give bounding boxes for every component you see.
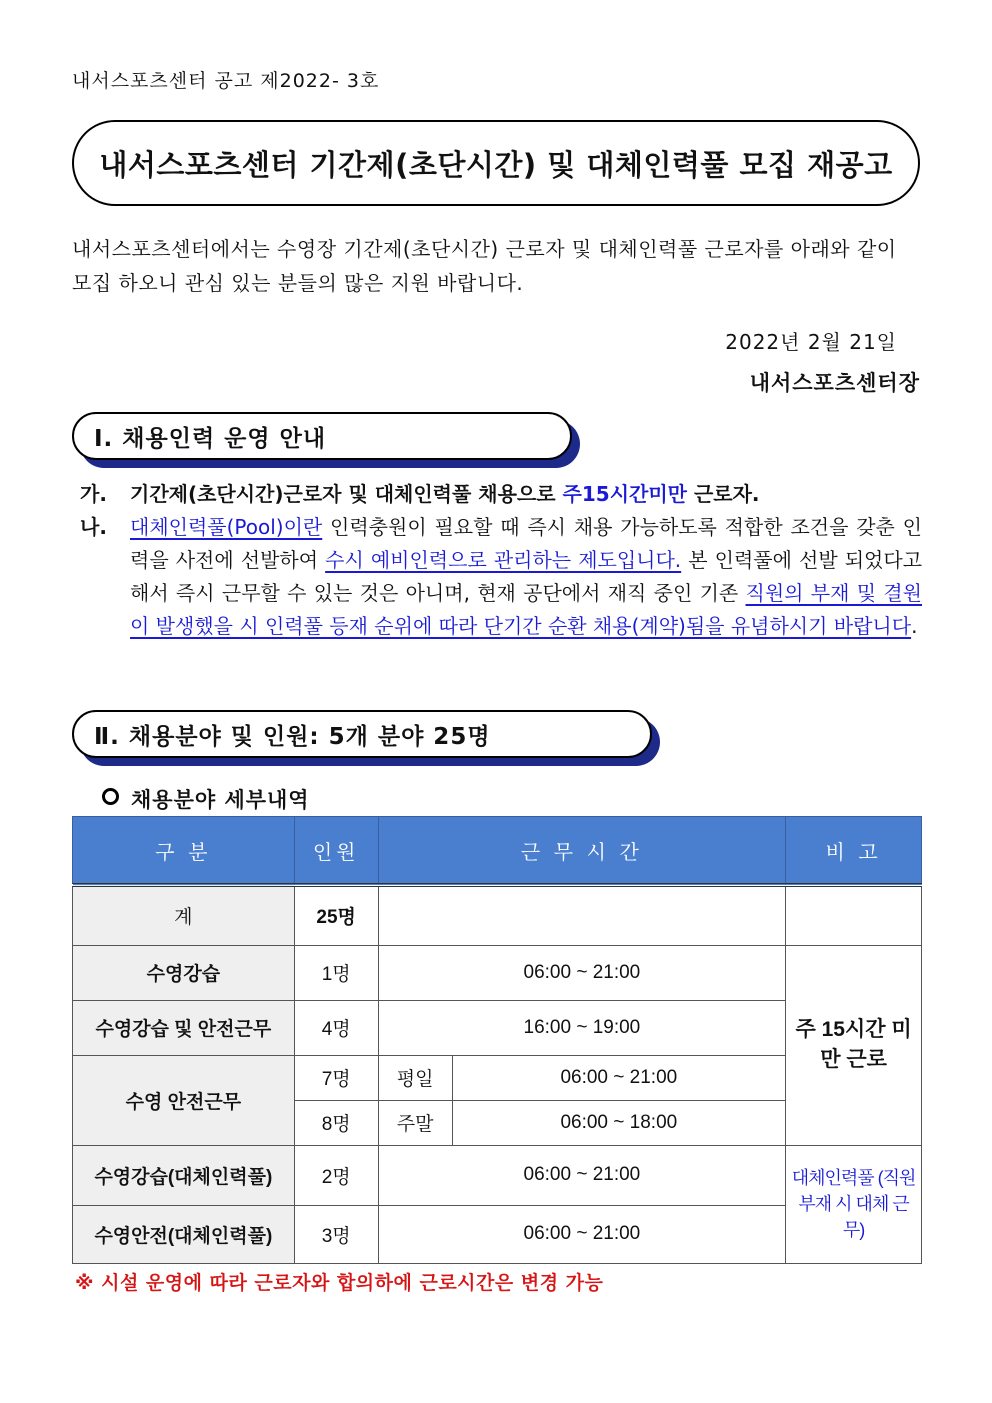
pool-time: 06:00 ~ 21:00 [378,1205,786,1263]
header-remark: 비 고 [786,817,922,886]
pool-category: 수영안전(대체인력풀) [73,1205,295,1263]
item-ga [80,478,922,511]
total-count: 25명 [294,885,378,945]
weekday-count: 7명 [294,1055,378,1100]
weekday-label: 평일 [378,1055,452,1100]
subheading-text: 채용분야 세부내역 [131,788,310,812]
header-count: 인원 [294,817,378,886]
row-category: 수영강습 및 안전근무 [73,1000,295,1055]
header-category: 구 분 [73,817,295,886]
weekend-time: 06:00 ~ 18:00 [452,1100,786,1145]
section1-items [80,478,922,643]
notice-date: 2022년 2월 21일 [725,330,897,354]
item-na-text1: 인력충원이 필요할 때 즉시 채용 가능하도록 적합한 조건을 갖춘 인력을 사전에 선발하여 [130,515,922,572]
item-na-text3: . [911,614,918,638]
signer: 내서스포츠센터장 [749,371,920,395]
pool-count: 2명 [294,1145,378,1205]
table-row [73,945,922,1000]
pool-time: 06:00 ~ 21:00 [378,1145,786,1205]
pool-category: 수영강습(대체인력풀) [73,1145,295,1205]
row-time: 16:00 ~ 19:00 [378,1000,786,1055]
table-row [73,885,922,945]
total-hours [378,885,786,945]
item-ga-text1: 기간제(초단시간)근로자 및 대체인력풀 채용으로 [130,482,563,506]
item-na-highlight1: 대체인력풀(Pool)이란 [130,515,323,539]
item-na-marker: 나. [80,515,107,539]
circle-bullet-icon [102,788,119,805]
remark-pool: 대체인력풀 (직원부재 시 대체 근무) [786,1145,922,1263]
row-time: 06:00 ~ 21:00 [378,945,786,1000]
intro-paragraph: 내서스포츠센터에서는 수영장 기간제(초단시간) 근로자 및 대체인력풀 근로자를 아래와 같이 모집 하오니 관심 있는 분들의 많은 지원 바랍니다. [72,237,897,295]
item-na-text [130,511,922,643]
table-row [73,1145,922,1205]
remark-main: 주 15시간 미만 근로 [786,945,922,1145]
weekend-label: 주말 [378,1100,452,1145]
row-count: 1명 [294,945,378,1000]
weekend-count: 8명 [294,1100,378,1145]
item-ga-highlight: 주15시간미만 [562,482,687,506]
safety-category: 수영 안전근무 [73,1055,295,1145]
section1-heading: Ⅰ. 채용인력 운영 안내 [72,412,572,460]
row-category: 수영강습 [73,945,295,1000]
item-ga-text2: 근로자. [686,482,760,506]
notice-number: 내서스포츠센터 공고 제2022- 3호 [72,70,380,92]
section2-heading: Ⅱ. 채용분야 및 인원: 5개 분야 25명 [72,710,652,758]
subheading [102,784,310,814]
item-ga-marker: 가. [80,482,107,506]
header-hours: 근 무 시 간 [378,817,786,886]
item-na [80,511,922,643]
pool-count: 3명 [294,1205,378,1263]
recruitment-table [72,816,922,1264]
table-header-row [73,817,922,886]
page-title: 내서스포츠센터 기간제(초단시간) 및 대체인력풀 모집 재공고 [72,120,920,206]
footnote: ※ 시설 운영에 따라 근로자와 합의하에 근로시간은 변경 가능 [75,1272,604,1294]
weekday-time: 06:00 ~ 21:00 [452,1055,786,1100]
item-na-text2: 본 인력풀에 선발 되었다고 해서 즉시 근무할 수 있는 것은 아니며, 현재 공단에서 재직 중인 기존 [130,548,923,605]
total-remark [786,885,922,945]
item-na-highlight3: 직원의 부재 및 결원이 발생했을 시 인력풀 등재 순위에 따라 단기간 순환 채용(계약)됨을 유념하시기 바랍니다 [130,581,922,638]
row-count: 4명 [294,1000,378,1055]
item-ga-text [130,478,922,511]
item-na-highlight2: 수시 예비인력으로 관리하는 제도입니다. [325,548,682,572]
total-label: 계 [73,885,295,945]
